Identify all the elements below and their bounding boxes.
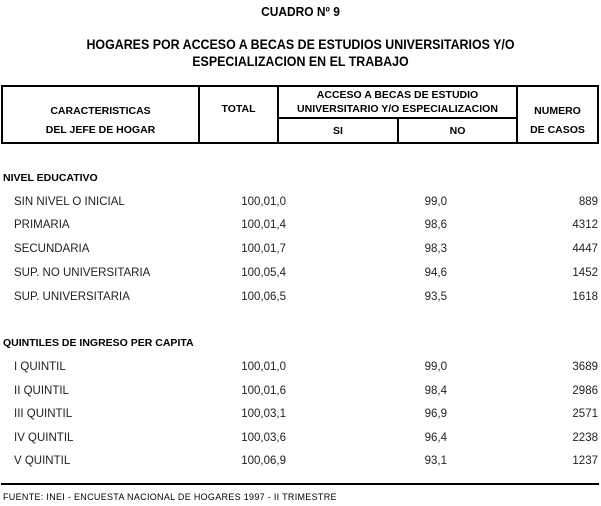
section-title: QUINTILES DE INGRESO PER CAPITA xyxy=(3,337,194,349)
cell-total: 100,0 xyxy=(241,219,270,231)
row-label: SUP. UNIVERSITARIA xyxy=(14,291,130,303)
header-total: TOTAL xyxy=(221,103,256,115)
header-right-border xyxy=(597,85,599,144)
cell-cases: 1618 xyxy=(572,291,598,303)
header-si: SI xyxy=(333,125,343,137)
row-label: IV QUINTIL xyxy=(14,432,74,444)
cell-cases: 2571 xyxy=(572,408,598,420)
table-row xyxy=(0,432,601,448)
cell-total: 100,0 xyxy=(241,408,270,420)
cell-cases: 4312 xyxy=(572,219,598,231)
cell-total: 100,0 xyxy=(241,361,270,373)
table-row xyxy=(0,408,601,424)
row-label: III QUINTIL xyxy=(14,408,73,420)
cell-no: 98,4 xyxy=(424,385,447,397)
header-cases-line2: DE CASOS xyxy=(530,124,585,136)
cell-no: 93,1 xyxy=(424,455,447,467)
table-row xyxy=(0,219,601,235)
cell-no: 93,5 xyxy=(424,291,447,303)
cell-total: 100,0 xyxy=(241,267,270,279)
cell-total: 100,0 xyxy=(241,432,270,444)
table-row xyxy=(0,361,601,377)
header-access-line1: ACCESO A BECAS DE ESTUDIO xyxy=(316,89,479,101)
cell-total: 100,0 xyxy=(241,196,270,208)
table-row xyxy=(0,267,601,283)
table-bottom-rule xyxy=(1,483,599,485)
cell-si: 3,6 xyxy=(270,432,286,444)
cell-no: 99,0 xyxy=(424,196,447,208)
table-title-line1: HOGARES POR ACCESO A BECAS DE ESTUDIOS UNIVERSITARIOS Y/O xyxy=(86,37,515,52)
cell-total: 100,0 xyxy=(241,385,270,397)
cell-no: 98,3 xyxy=(424,243,447,255)
cell-si: 5,4 xyxy=(270,267,286,279)
table-row xyxy=(0,243,601,259)
header-cases-line1: NUMERO xyxy=(534,105,581,117)
header-access-line2: UNIVERSITARIO Y/O ESPECIALIZACION xyxy=(297,103,498,115)
cell-si: 1,0 xyxy=(270,361,286,373)
cell-cases: 4447 xyxy=(572,243,598,255)
cell-no: 99,0 xyxy=(424,361,447,373)
cell-si: 1,7 xyxy=(270,243,286,255)
table-title xyxy=(24,36,577,70)
table-row xyxy=(0,291,601,307)
row-label: V QUINTIL xyxy=(14,455,71,467)
cell-si: 3,1 xyxy=(270,408,286,420)
cell-si: 6,9 xyxy=(270,455,286,467)
cell-cases: 1452 xyxy=(572,267,598,279)
cell-total: 100,0 xyxy=(241,291,270,303)
header-cases xyxy=(518,102,597,140)
row-label: SUP. NO UNIVERSITARIA xyxy=(14,267,151,279)
cell-si: 6,5 xyxy=(270,291,286,303)
header-top-border xyxy=(1,85,599,87)
row-label: SECUNDARIA xyxy=(14,243,90,255)
cell-cases: 2986 xyxy=(572,385,598,397)
cell-no: 94,6 xyxy=(424,267,447,279)
row-label: II QUINTIL xyxy=(14,385,69,397)
cell-cases: 1237 xyxy=(572,455,598,467)
source-footnote: FUENTE: INEI - ENCUESTA NACIONAL DE HOGARES 1997 - II TRIMESTRE xyxy=(3,492,337,502)
cell-cases: 3689 xyxy=(572,361,598,373)
table-row xyxy=(0,196,601,212)
cell-si: 1,4 xyxy=(270,219,286,231)
cell-no: 98,6 xyxy=(424,219,447,231)
header-characteristics-line1: CARACTERISTICAS xyxy=(50,105,151,117)
table-row xyxy=(0,455,601,471)
cell-si: 1,0 xyxy=(270,196,286,208)
cell-total: 100,0 xyxy=(241,455,270,467)
cell-no: 96,9 xyxy=(424,408,447,420)
cell-cases: 889 xyxy=(578,196,598,208)
cell-total: 100,0 xyxy=(241,243,270,255)
header-characteristics xyxy=(3,102,198,140)
row-label: I QUINTIL xyxy=(14,361,66,373)
header-access xyxy=(279,88,516,116)
table-number-title: CUADRO Nº 9 xyxy=(261,4,340,19)
cell-no: 96,4 xyxy=(424,432,447,444)
table-row xyxy=(0,385,601,401)
cell-cases: 2238 xyxy=(572,432,598,444)
section-title: NIVEL EDUCATIVO xyxy=(3,172,98,184)
header-bottom-border xyxy=(1,142,599,144)
row-label: SIN NIVEL O INICIAL xyxy=(14,196,125,208)
header-no: NO xyxy=(449,125,466,137)
row-label: PRIMARIA xyxy=(14,219,70,231)
table-title-line2: ESPECIALIZACION EN EL TRABAJO xyxy=(192,54,409,69)
cell-si: 1,6 xyxy=(270,385,286,397)
header-characteristics-line2: DEL JEFE DE HOGAR xyxy=(45,124,156,136)
